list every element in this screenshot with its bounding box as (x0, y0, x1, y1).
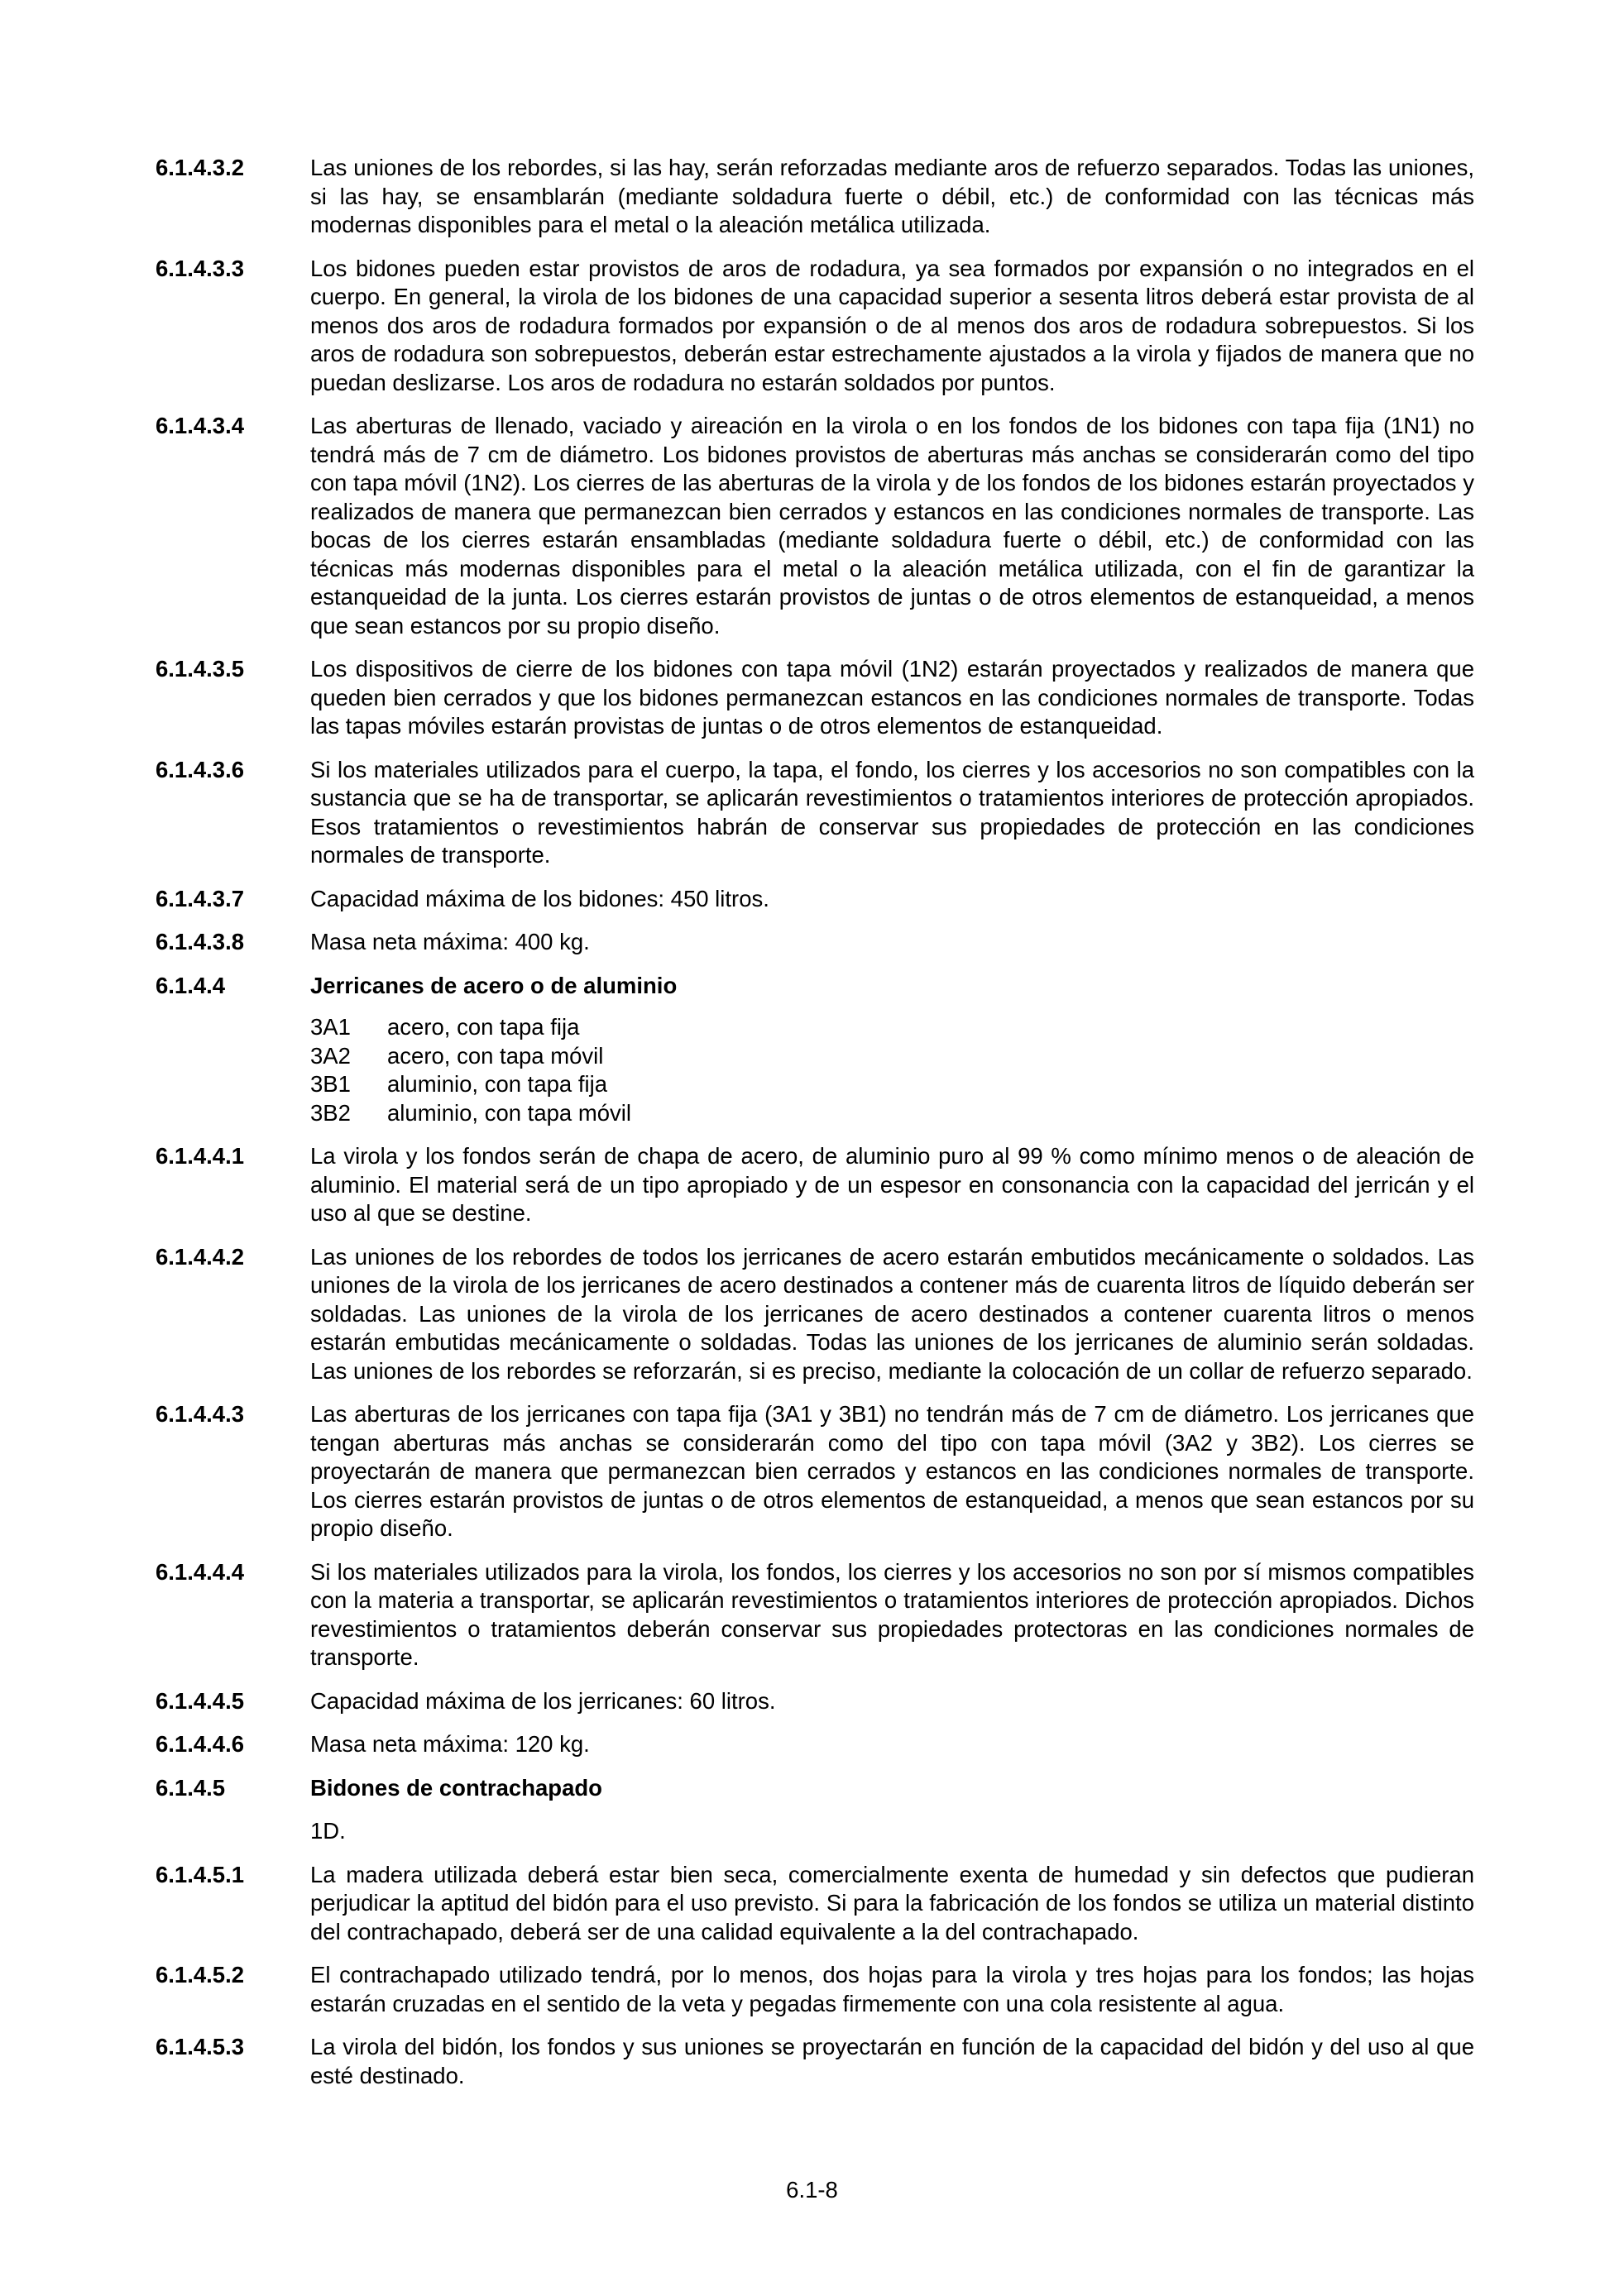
section-number: 6.1.4.4.1 (156, 1143, 245, 1169)
section-6-1-4-3-4 (156, 412, 1474, 640)
section-text: Masa neta máxima: 120 kg. (310, 1731, 590, 1757)
section-text: La virola y los fondos serán de chapa de acero, de aluminio puro al 99 % como mínimo menos o de aleación de aluminio. El material será de un tipo apropiado y de un espesor en consonancia con la capacidad del jerricán y el uso al que se destine. (310, 1143, 1474, 1226)
section-text: La virola del bidón, los fondos y sus uniones se proyectarán en función de la capacidad del bidón y del uso al que esté destinado. (310, 2034, 1474, 2088)
section-number: 6.1.4.4.3 (156, 1401, 245, 1427)
section-number: 6.1.4.3.3 (156, 255, 245, 281)
section-number: 6.1.4.3.7 (156, 885, 245, 911)
section-text: Si los materiales utilizados para la virola, los fondos, los cierres y los accesorios no son por sí mismos compatibles con la materia a transportar, se aplicarán revestimientos o tratamientos interiores de protección apropiados. Dichos revestimientos o tratamientos deberán conservar sus propiedades protectoras en las condiciones normales de transporte. (310, 1558, 1474, 1670)
section-number: 6.1.4.4.2 (156, 1243, 245, 1270)
section-text: Las uniones de los rebordes de todos los jerricanes de acero estarán embutidos mecánicamente o soldados. Las uniones de la virola de los jerricanes de acero destinados a contener más de cuarenta litros de líquido deberán ser soldadas. Las uniones de la virola de los jerricanes de acero destinados a contener cuarenta litros o menos estarán embutidas mecánicamente o soldadas. Todas las uniones de los jerricanes de aluminio serán soldadas. Las uniones de los rebordes se reforzarán, si es preciso, mediante la colocación de un collar de refuerzo separado. (310, 1243, 1474, 1384)
section-number: 6.1.4.5.3 (156, 2034, 245, 2059)
section-number: 6.1.4.3.8 (156, 929, 245, 954)
type-code-row (310, 1013, 1474, 1042)
section-6-1-4-4-2 (156, 1243, 1474, 1386)
type-code-row (310, 1070, 1474, 1099)
type-code-description: acero, con tapa fija (387, 1014, 580, 1040)
type-code: 3B1 (310, 1071, 351, 1097)
type-code-description: aluminio, con tapa móvil (387, 1099, 632, 1126)
section-6-1-4-4-4 (156, 1558, 1474, 1672)
section-6-1-4-3-3 (156, 255, 1474, 398)
section-6-1-4-4-1 (156, 1142, 1474, 1228)
type-code: 3B2 (310, 1099, 351, 1126)
section-text: Masa neta máxima: 400 kg. (310, 929, 590, 954)
section-6-1-4-3-5 (156, 655, 1474, 741)
section-number: 6.1.4.3.4 (156, 413, 245, 438)
type-code: 3A1 (310, 1014, 351, 1040)
section-text: La madera utilizada deberá estar bien seca, comercialmente exenta de humedad y sin defectos que pudieran perjudicar la aptitud del bidón para el uso previsto. Si para la fabricación de los fondos se utiliza un material distinto del contrachapado, deberá ser de una calidad equivalente a la del contrachapado. (310, 1861, 1474, 1944)
type-code: 1D. (310, 1818, 346, 1844)
section-6-1-4-5-2 (156, 1961, 1474, 2018)
section-text: Capacidad máxima de los bidones: 450 litros. (310, 885, 769, 911)
section-text: Si los materiales utilizados para el cuerpo, la tapa, el fondo, los cierres y los accesorios no son compatibles con la sustancia que se ha de transportar, se aplicarán revestimientos o tratamientos interiores de protección apropiados. Esos tratamientos o revestimientos habrán de conservar sus propiedades de protección en las condiciones normales de transporte. (310, 756, 1474, 868)
type-code-description: acero, con tapa móvil (387, 1042, 604, 1069)
section-6-1-4-3-7 (156, 885, 1474, 914)
section-number: 6.1.4.4.5 (156, 1687, 245, 1714)
section-6-1-4-3-2 (156, 154, 1474, 240)
section-text: Las aberturas de llenado, vaciado y aireación en la virola o en los fondos de los bidones con tapa fija (1N1) no tendrá más de 7 cm de diámetro. Los bidones provistos de aberturas más anchas se considerarán como del tipo con tapa móvil (1N2). Los cierres de las aberturas de la virola y de los fondos de los bidones estarán proyectados y realizados de manera que permanezcan bien cerrados y estancos en las condiciones normales de transporte. Las bocas de los cierres estarán ensambladas (mediante soldadura fuerte o débil, etc.) de conformidad con las técnicas más modernas disponibles para el metal o la aleación metálica utilizada, con el fin de garantizar la estanqueidad de la junta. Los cierres estarán provistos de juntas o de otros elementos de estanqueidad, a menos que sean estancos por su propio diseño. (310, 413, 1474, 639)
type-code-list (310, 1013, 1474, 1127)
section-6-1-4-5-3 (156, 2033, 1474, 2090)
section-number: 6.1.4.4 (156, 972, 226, 998)
document-body (156, 154, 1474, 2105)
section-6-1-4-4-5 (156, 1687, 1474, 1716)
section-text: Las uniones de los rebordes, si las hay, serán reforzadas mediante aros de refuerzo separados. Todas las uniones, si las hay, se ensamblarán (mediante soldadura fuerte o débil, etc.) de conformidad con las técnicas más modernas disponibles para el metal o la aleación metálica utilizada. (310, 155, 1474, 237)
section-number: 6.1.4.4.4 (156, 1558, 245, 1585)
section-text: El contrachapado utilizado tendrá, por lo menos, dos hojas para la virola y tres hojas para los fondos; las hojas estarán cruzadas en el sentido de la veta y pegadas firmemente con una cola resistente al agua. (310, 1962, 1474, 2016)
page-number: 6.1-8 (786, 2177, 838, 2203)
type-code: 3A2 (310, 1042, 351, 1069)
section-number: 6.1.4.3.2 (156, 155, 245, 180)
section-6-1-4-4-heading (156, 972, 1474, 1001)
type-code-description: aluminio, con tapa fija (387, 1071, 607, 1097)
section-title: Bidones de contrachapado (310, 1774, 602, 1801)
section-text: Capacidad máxima de los jerricanes: 60 litros. (310, 1687, 776, 1714)
type-code-row (310, 1042, 1474, 1071)
section-6-1-4-5-heading (156, 1774, 1474, 1803)
type-code-row (310, 1099, 1474, 1128)
section-number: 6.1.4.5.1 (156, 1861, 245, 1887)
section-title: Jerricanes de acero o de aluminio (310, 972, 678, 998)
section-6-1-4-4-3 (156, 1400, 1474, 1543)
section-number: 6.1.4.3.6 (156, 756, 245, 782)
section-text: Los dispositivos de cierre de los bidones con tapa móvil (1N2) estarán proyectados y realizados de manera que queden bien cerrados y que los bidones permanezcan estancos en las condiciones normales de transporte. Todas las tapas móviles estarán provistas de juntas o de otros elementos de estanqueidad. (310, 656, 1474, 739)
section-number: 6.1.4.4.6 (156, 1731, 245, 1757)
section-6-1-4-5-1 (156, 1861, 1474, 1947)
section-number: 6.1.4.5 (156, 1774, 226, 1801)
section-number: 6.1.4.5.2 (156, 1962, 245, 1987)
section-text: Las aberturas de los jerricanes con tapa fija (3A1 y 3B1) no tendrán más de 7 cm de diámetro. Los jerricanes que tengan aberturas más anchas se considerarán como del tipo con tapa móvil (3A2 y 3B2). Los cierres se proyectarán de manera que permanezcan bien cerrados y estancos en las condiciones normales de transporte. Los cierres estarán provistos de juntas o de otros elementos de estanqueidad, a menos que sean estancos por su propio diseño. (310, 1401, 1474, 1541)
section-number: 6.1.4.3.5 (156, 656, 245, 682)
section-6-1-4-4-6 (156, 1730, 1474, 1759)
section-6-1-4-3-8 (156, 928, 1474, 957)
section-6-1-4-3-6 (156, 756, 1474, 870)
section-text: Los bidones pueden estar provistos de aros de rodadura, ya sea formados por expansión o no integrados en el cuerpo. En general, la virola de los bidones de una capacidad superior a sesenta litros deberá estar provista de al menos dos aros de rodadura formados por expansión o de al menos dos aros de rodadura sobrepuestos. Si los aros de rodadura son sobrepuestos, deberán estar estrechamente ajustados a la virola y fijados de manera que no puedan deslizarse. Los aros de rodadura no estarán soldados por puntos. (310, 255, 1474, 395)
